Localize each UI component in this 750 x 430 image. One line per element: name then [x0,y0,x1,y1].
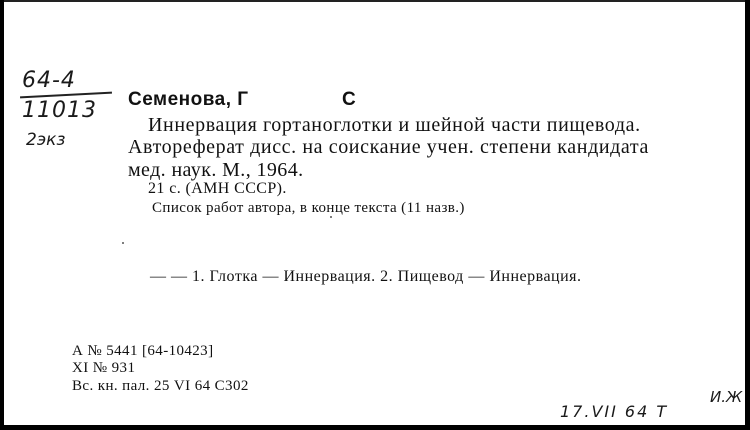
scan-speck [330,216,332,218]
subject-headings: — — 1. Глотка — Иннервация. 2. Пищевод — Иннервация. [150,268,582,285]
chamber-record: Вс. кн. пал. 25 VI 64 С302 [72,378,249,394]
card-edge-left [0,0,4,430]
registration-number: XI № 931 [72,360,136,376]
scan-speck [122,242,124,244]
bibliography-note: Список работ автора, в конце текста (11 назв.) [152,200,465,216]
handwritten-inventory-number: 11013 [22,98,97,123]
card-edge-top [0,0,750,2]
accession-number: А № 5441 [64-10423] [72,343,214,359]
handwritten-copies-note: 2экз [26,130,66,150]
title-line-3: мед. наук. М., 1964. [128,159,304,181]
handwritten-initials: И.Ж [710,388,743,406]
handwritten-shelfmark: 64-4 [22,68,76,93]
author-initial: С [342,89,356,110]
title-line-1: Иннервация гортаноглотки и шейной части пищевода. [148,114,641,136]
pages-publisher: 21 с. (АМН СССР). [148,180,287,197]
title-line-2: Автореферат дисс. на соискание учен. степени кандидата [128,136,649,158]
handwritten-date: 17.VII 64 Т [560,402,669,421]
author-name: Семенова, Г [128,89,249,110]
card-edge-right [745,0,750,430]
card-edge-bottom [0,425,750,430]
